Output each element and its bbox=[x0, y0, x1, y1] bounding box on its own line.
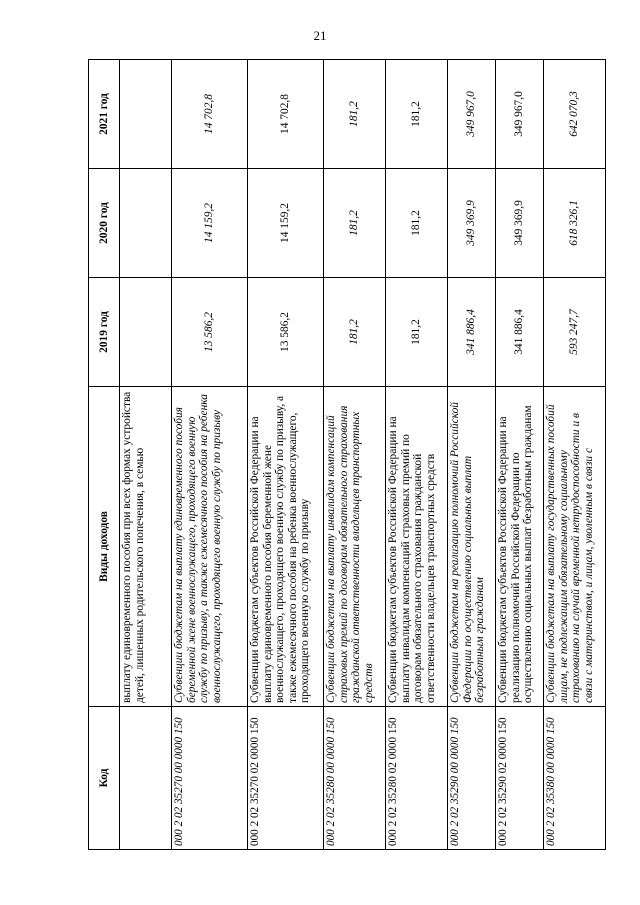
page-number: 21 bbox=[313, 28, 327, 43]
row-2021: 14 702,8 bbox=[172, 60, 248, 169]
row-2020: 349 369,9 bbox=[448, 169, 496, 278]
header-code: Код bbox=[89, 707, 120, 850]
row-desc: Субвенции бюджетам на реализацию полномочий Российской Федерации по осуществлению социальных выплат безработным гражданам bbox=[448, 387, 496, 707]
row-2019: 341 886,4 bbox=[496, 278, 544, 387]
row-2019: 13 586,2 bbox=[248, 278, 324, 387]
row-2020: 349 369,9 bbox=[496, 169, 544, 278]
row-code: 000 2 02 35270 02 0000 150 bbox=[248, 707, 324, 850]
row-2021: 14 702,8 bbox=[248, 60, 324, 169]
row-2020: 181,2 bbox=[324, 169, 386, 278]
row-2020: 14 159,2 bbox=[172, 169, 248, 278]
row-code: 000 2 02 35290 00 0000 150 bbox=[448, 707, 496, 850]
header-2019: 2019 год bbox=[89, 278, 120, 387]
row-2021: 181,2 bbox=[324, 60, 386, 169]
row-desc: Субвенции бюджетам субъектов Российской Федерации на выплату единовременного пособия беременной жене военнослужащего, проходящего военную службу по призыву, а также ежемесячного пособия на ребенка военнослужащего, проходящего военную службу по призыву bbox=[248, 387, 324, 707]
row-desc: Субвенции бюджетам субъектов Российской Федерации на реализацию полномочий Российской Федерации по осуществлению социальных выплат безработным гражданам bbox=[496, 387, 544, 707]
rotated-table-frame bbox=[88, 60, 595, 850]
row-2021: 349 967,0 bbox=[448, 60, 496, 169]
table-row bbox=[448, 60, 496, 850]
row-2019: 13 586,2 bbox=[172, 278, 248, 387]
table-row bbox=[248, 60, 324, 850]
header-2020: 2020 год bbox=[89, 169, 120, 278]
row-code: 000 2 02 35380 00 0000 150 bbox=[544, 707, 606, 850]
row-2019: 181,2 bbox=[324, 278, 386, 387]
row-2021 bbox=[120, 60, 172, 169]
row-2019: 181,2 bbox=[386, 278, 448, 387]
row-code bbox=[120, 707, 172, 850]
row-code: 000 2 02 35270 00 0000 150 bbox=[172, 707, 248, 850]
row-desc: Субвенции бюджетам на выплату государственных пособий лицам, не подлежащим обязательному социальному страхованию на случай временной нетрудоспособности и в связи с материнством, и лицам, уволенным в связи с bbox=[544, 387, 606, 707]
header-2021: 2021 год bbox=[89, 60, 120, 169]
table-row bbox=[172, 60, 248, 850]
table-header-row bbox=[89, 60, 120, 850]
row-2021: 349 967,0 bbox=[496, 60, 544, 169]
income-table bbox=[88, 59, 606, 850]
row-code: 000 2 02 35280 02 0000 150 bbox=[386, 707, 448, 850]
row-desc: выплату единовременного пособия при всех формах устройства детей, лишенных родительского попечения, в семью bbox=[120, 387, 172, 707]
row-desc: Субвенции бюджетам на выплату единовременного пособия беременной жене военнослужащего, проходящего военную службу по призыву, а также ежемесячного пособия на ребенка военнослужащего, проходящего военную службу по призыву bbox=[172, 387, 248, 707]
header-desc: Виды доходов bbox=[89, 387, 120, 707]
row-2020: 181,2 bbox=[386, 169, 448, 278]
row-2020: 618 326,1 bbox=[544, 169, 606, 278]
rotated-table-inner bbox=[88, 60, 595, 850]
row-2021: 181,2 bbox=[386, 60, 448, 169]
table-row bbox=[120, 60, 172, 850]
row-2020 bbox=[120, 169, 172, 278]
table-row bbox=[386, 60, 448, 850]
row-2019 bbox=[120, 278, 172, 387]
row-2019: 341 886,4 bbox=[448, 278, 496, 387]
row-code: 000 2 02 35280 00 0000 150 bbox=[324, 707, 386, 850]
row-desc: Субвенции бюджетам субъектов Российской Федерации на выплату инвалидам компенсаций страховых премий по договорам обязательного страхования гражданской ответственности владельцев транспортных средств bbox=[386, 387, 448, 707]
row-code: 000 2 02 35290 02 0000 150 bbox=[496, 707, 544, 850]
row-desc: Субвенции бюджетам на выплату инвалидам компенсаций страховых премий по договорам обязательного страхования гражданской ответственности владельцев транспортных средств bbox=[324, 387, 386, 707]
table-row bbox=[324, 60, 386, 850]
row-2019: 593 247,7 bbox=[544, 278, 606, 387]
row-2020: 14 159,2 bbox=[248, 169, 324, 278]
table-row bbox=[544, 60, 606, 850]
table-row bbox=[496, 60, 544, 850]
row-2021: 642 070,3 bbox=[544, 60, 606, 169]
